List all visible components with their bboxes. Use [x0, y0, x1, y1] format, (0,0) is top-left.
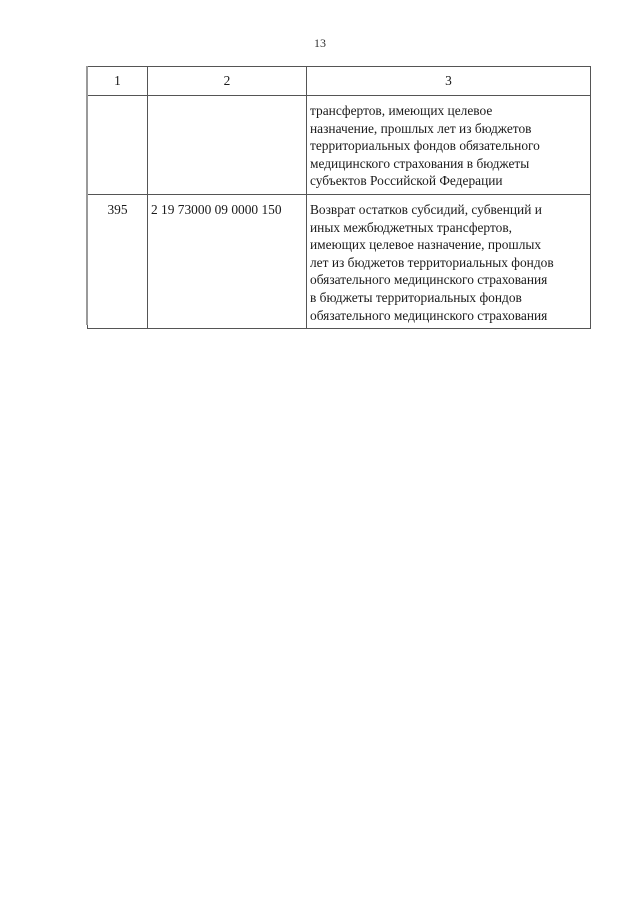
- description-line: субъектов Российской Федерации: [310, 173, 503, 189]
- description-line: обязательного медицинского страхования: [310, 307, 548, 323]
- row-number-cell: 395: [88, 195, 148, 329]
- budget-code-table: [87, 66, 591, 329]
- description-line: трансфертов, имеющих целевое: [310, 103, 493, 118]
- table-header-row: [88, 67, 591, 96]
- row-number-cell: [88, 96, 148, 195]
- table-row: [88, 195, 591, 329]
- budget-code-cell: 2 19 73000 09 0000 150: [148, 195, 307, 329]
- description-cell: [307, 96, 591, 195]
- column-header-2: 2: [148, 67, 307, 96]
- description-line: иных межбюджетных трансфертов,: [310, 219, 512, 235]
- table-row: [88, 96, 591, 195]
- page-number: 13: [314, 36, 326, 50]
- budget-code-cell: [148, 96, 307, 195]
- table-left-edge-shade: [86, 66, 88, 325]
- column-header-1: 1: [88, 67, 148, 96]
- description-cell: [307, 195, 591, 329]
- description-line: территориальных фондов обязательного: [310, 138, 540, 154]
- description-line: медицинского страхования в бюджеты: [310, 155, 530, 171]
- description-line: имеющих целевое назначение, прошлых: [310, 237, 542, 253]
- description-line: лет из бюджетов территориальных фондов: [310, 254, 554, 270]
- description-line: Возврат остатков субсидий, субвенций и: [310, 202, 542, 217]
- description-line: назначение, прошлых лет из бюджетов: [310, 120, 532, 136]
- description-line: в бюджеты территориальных фондов: [310, 289, 522, 305]
- column-header-3: 3: [307, 67, 591, 96]
- description-line: обязательного медицинского страхования: [310, 272, 548, 288]
